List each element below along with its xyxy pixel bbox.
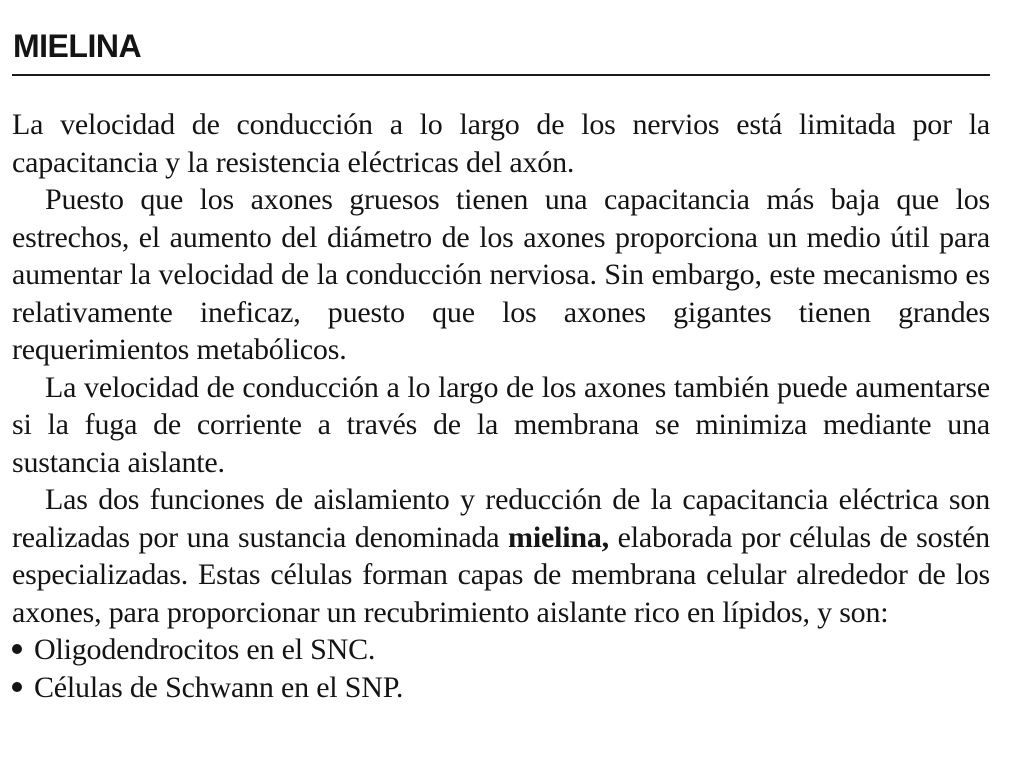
paragraph-4-text-after: elaborada por células de sostén especializadas. Estas células forman capas de membrana celular alrededor de los axones, para proporcionar un recubrimiento aislante rico en lípidos, y son: [12,520,990,629]
document-page [12,24,990,706]
paragraph-4 [12,481,990,631]
paragraph-4-text-before: Las dos funciones de aislamiento y reducción de la capacitancia eléctrica son realizadas por una sustancia denominada [12,483,990,554]
paragraph-4-bold-term: mielina, [508,520,609,554]
bullet-item-text: Células de Schwann en el SNP. [34,670,404,704]
bullet-dot-icon [12,644,22,654]
section-heading: MIELINA [13,28,142,64]
bullet-item [12,669,990,707]
paragraph-2: Puesto que los axones gruesos tienen una capacitancia más baja que los estrechos, el aumento del diámetro de los axones proporciona un medio útil para aumentar la velocidad de la conducción nerviosa. Sin embargo, este mecanismo es relativamente ineficaz, puesto que los axones gigantes tienen grandes requerimientos metabólicos. [12,183,990,366]
paragraph-1: La velocidad de conducción a lo largo de los nervios está limitada por la capacitancia y la resistencia eléctricas del axón. [12,108,990,179]
bullet-list [12,631,990,706]
heading-rule [12,74,990,76]
bullet-item [12,631,990,669]
bullet-dot-icon [12,682,22,692]
paragraph-3: La velocidad de conducción a lo largo de los axones también puede aumentarse si la fuga de corriente a través de la membrana se minimiza mediante una sustancia aislante. [12,370,990,479]
bullet-item-text: Oligodendrocitos en el SNC. [34,633,376,666]
